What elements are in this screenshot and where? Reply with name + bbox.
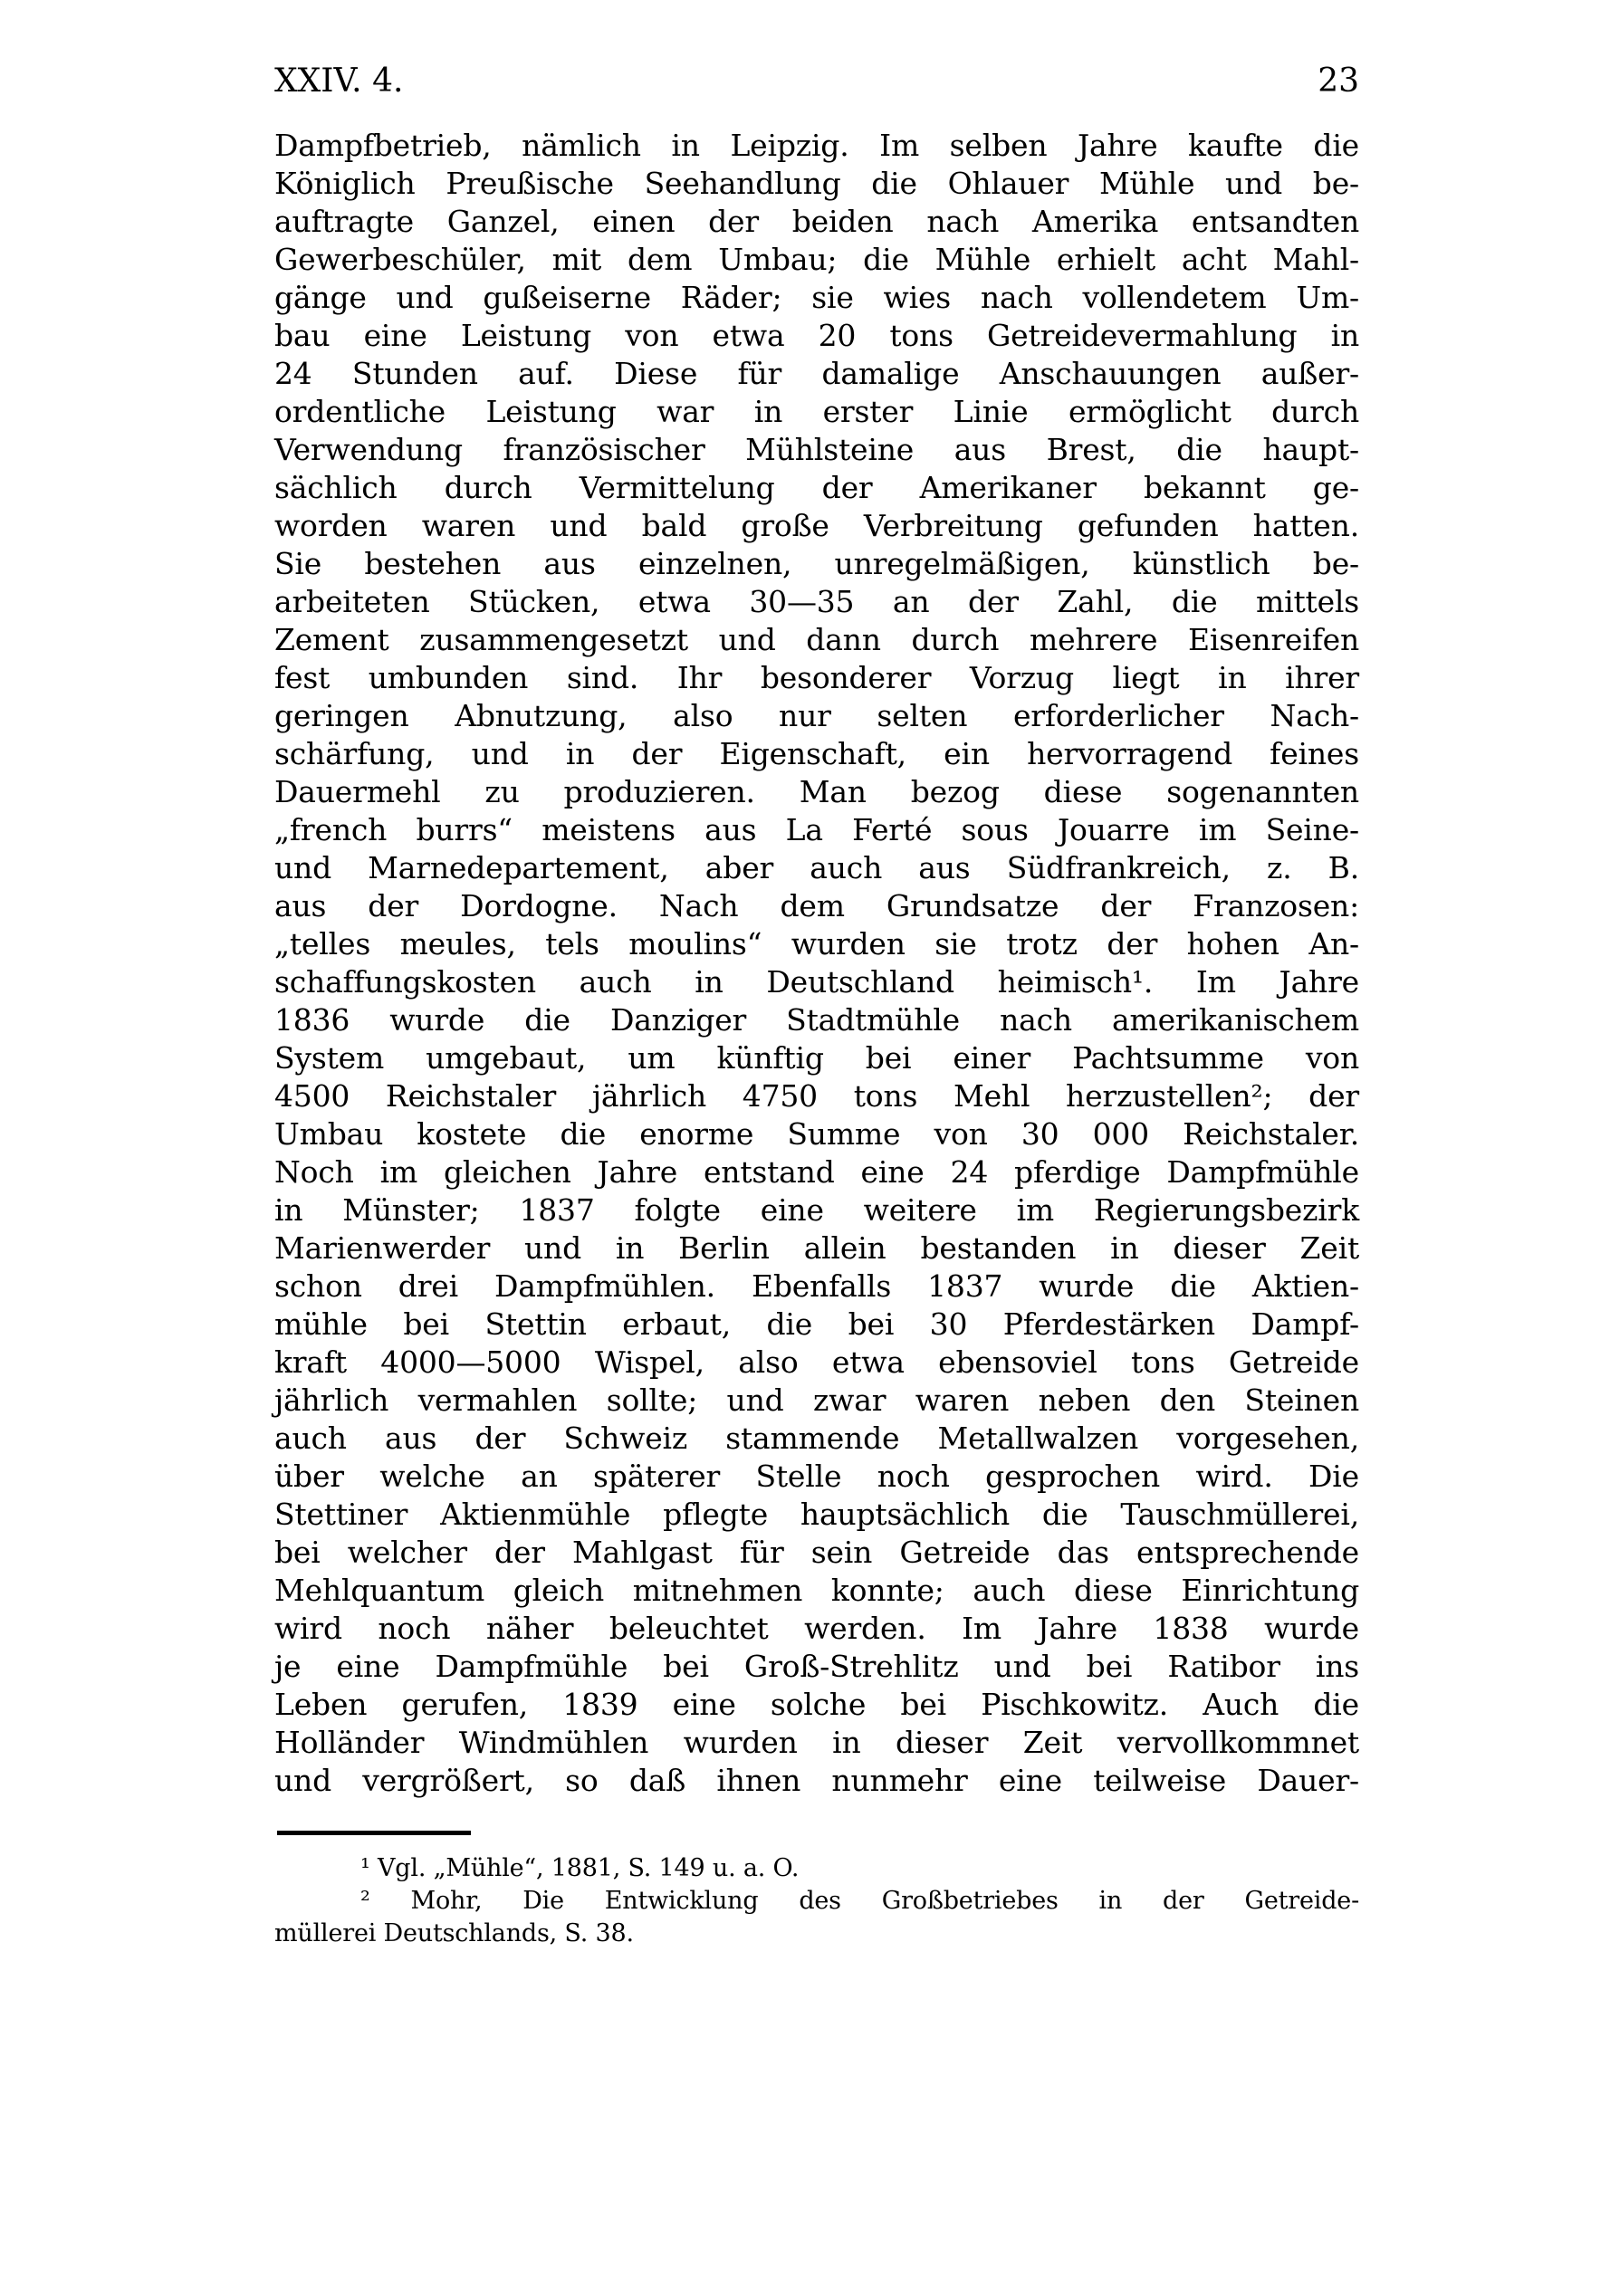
body-text-line: aus der Dordogne. Nach dem Grundsatze der Franzosen: <box>274 888 1359 923</box>
body-text-line: Holländer Windmühlen wurden in dieser Zeit vervollkommnet <box>274 1725 1359 1760</box>
body-text-line: System umgebaut, um künftig bei einer Pachtsumme von <box>274 1040 1359 1076</box>
body-text-line: 24 Stunden auf. Diese für damalige Anschauungen außer- <box>274 356 1359 391</box>
body-text-line: schon drei Dampfmühlen. Ebenfalls 1837 wurde die Aktien- <box>274 1268 1359 1304</box>
body-text-line: und Marnedepartement, aber auch aus Südfrankreich, z. B. <box>274 850 1359 885</box>
body-text-line: mühle bei Stettin erbaut, die bei 30 Pferdestärken Dampf- <box>274 1306 1359 1342</box>
body-text-line: kraft 4000—5000 Wispel, also etwa ebensoviel tons Getreide <box>274 1344 1359 1380</box>
footnote-line: ² Mohr, Die Entwicklung des Großbetriebes in der Getreide- <box>360 1887 1359 1915</box>
body-text-line: in Münster; 1837 folgte eine weitere im Regierungsbezirk <box>274 1192 1359 1228</box>
body-text-line: bau eine Leistung von etwa 20 tons Getreidevermahlung in <box>274 318 1359 353</box>
body-text-line: Sie bestehen aus einzelnen, unregelmäßigen, künstlich be- <box>274 546 1359 581</box>
running-header <box>274 62 1359 101</box>
body-text-line: worden waren und bald große Verbreitung gefunden hatten. <box>274 508 1359 543</box>
body-text-line: „telles meules, tels moulins“ wurden sie trotz der hohen An- <box>274 926 1359 961</box>
body-text-line: schärfung, und in der Eigenschaft, ein hervorragend feines <box>274 736 1359 771</box>
body-text-line: 4500 Reichstaler jährlich 4750 tons Mehl herzustellen²; der <box>274 1078 1359 1114</box>
body-text-line: arbeiteten Stücken, etwa 30—35 an der Zahl, die mittels <box>274 584 1359 619</box>
body-text-line: Verwendung französischer Mühlsteine aus Brest, die haupt- <box>274 432 1359 467</box>
body-text-line: Mehlquantum gleich mitnehmen konnte; auch diese Einrichtung <box>274 1573 1359 1608</box>
body-text-line: Gewerbeschüler, mit dem Umbau; die Mühle erhielt acht Mahl- <box>274 242 1359 277</box>
body-text-line: über welche an späterer Stelle noch gesprochen wird. Die <box>274 1459 1359 1494</box>
body-text-line: geringen Abnutzung, also nur selten erforderlicher Nach- <box>274 698 1359 733</box>
body-paragraph <box>274 127 1359 1800</box>
body-text-line: Königlich Preußische Seehandlung die Ohlauer Mühle und be- <box>274 166 1359 201</box>
body-text-line: fest umbunden sind. Ihr besonderer Vorzug liegt in ihrer <box>274 660 1359 695</box>
body-text-line: wird noch näher beleuchtet werden. Im Jahre 1838 wurde <box>274 1611 1359 1646</box>
body-text-line: Dauermehl zu produzieren. Man bezog diese sogenannten <box>274 774 1359 809</box>
body-text-line: ordentliche Leistung war in erster Linie ermöglicht durch <box>274 394 1359 429</box>
body-text-line: Stettiner Aktienmühle pflegte hauptsächlich die Tauschmüllerei, <box>274 1497 1359 1532</box>
body-text-line: schaffungskosten auch in Deutschland heimisch¹. Im Jahre <box>274 964 1359 1000</box>
footnote-separator-rule <box>277 1831 471 1835</box>
body-text-line: Noch im gleichen Jahre entstand eine 24 pferdige Dampfmühle <box>274 1154 1359 1190</box>
body-text-line: und vergrößert, so daß ihnen nunmehr eine teilweise Dauer- <box>274 1763 1359 1798</box>
body-text-line: sächlich durch Vermittelung der Amerikaner bekannt ge- <box>274 470 1359 505</box>
footnote-line: müllerei Deutschlands, S. 38. <box>274 1919 634 1947</box>
body-text-line: jährlich vermahlen sollte; und zwar waren neben den Steinen <box>274 1382 1359 1418</box>
body-text-line: Marienwerder und in Berlin allein bestanden in dieser Zeit <box>274 1230 1359 1266</box>
body-text-line: bei welcher der Mahlgast für sein Getreide das entsprechende <box>274 1535 1359 1570</box>
body-text-line: gänge und gußeiserne Räder; sie wies nach vollendetem Um- <box>274 280 1359 315</box>
body-text-line: 1836 wurde die Danziger Stadtmühle nach amerikanischem <box>274 1002 1359 1038</box>
body-text-line: Leben gerufen, 1839 eine solche bei Pischkowitz. Auch die <box>274 1687 1359 1722</box>
body-text-line: je eine Dampfmühle bei Groß-Strehlitz und bei Ratibor ins <box>274 1649 1359 1684</box>
body-text-line: auch aus der Schweiz stammende Metallwalzen vorgesehen, <box>274 1421 1359 1456</box>
page-number: 23 <box>1318 62 1359 100</box>
body-text-line: Dampfbetrieb, nämlich in Leipzig. Im selben Jahre kaufte die <box>274 128 1359 163</box>
body-text-line: Zement zusammengesetzt und dann durch mehrere Eisenreifen <box>274 622 1359 657</box>
footnotes-block <box>274 1852 1359 1950</box>
body-text-line: auftragte Ganzel, einen der beiden nach Amerika entsandten <box>274 204 1359 239</box>
footnote-line: ¹ Vgl. „Mühle“, 1881, S. 149 u. a. O. <box>360 1854 800 1882</box>
section-label: XXIV. 4. <box>274 62 404 100</box>
body-text-line: Umbau kostete die enorme Summe von 30 000 Reichstaler. <box>274 1116 1359 1152</box>
body-text-line: „french burrs“ meistens aus La Ferté sous Jouarre im Seine- <box>274 812 1359 847</box>
